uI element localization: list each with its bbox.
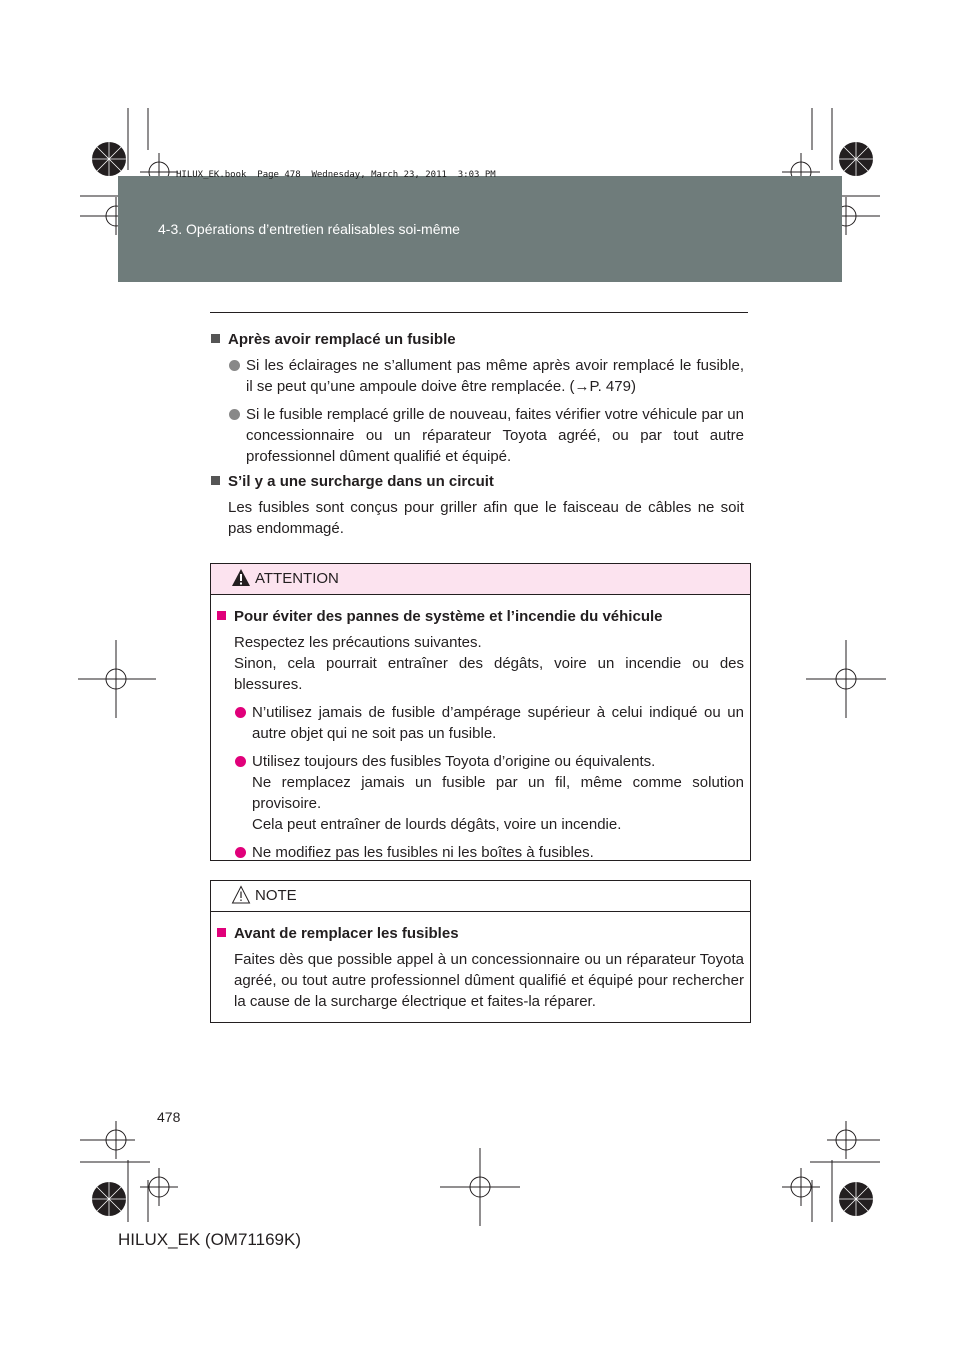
circle-bullet-icon <box>229 409 240 420</box>
circle-bullet-icon <box>235 707 246 718</box>
footer-model-code: HILUX_EK (OM71169K) <box>118 1230 301 1249</box>
main-content <box>210 329 744 539</box>
note-title: Avant de remplacer les fusibles <box>216 923 744 944</box>
attention-intro: Respectez les précautions suivantes. Sinon, cela pourrait entraîner des dégâts, voire un incendie ou des blessures. <box>234 634 744 693</box>
page-number: 478 <box>157 1109 181 1125</box>
attention-body <box>211 595 750 863</box>
section-title-overload: S’il y a une surcharge dans un circuit <box>210 471 744 492</box>
attention-title: Pour éviter des pannes de système et l’incendie du véhicule <box>216 606 744 627</box>
list-item: Utilisez toujours des fusibles Toyota d’origine ou équivalents. Ne remplacez jamais un fusible par un fil, même comme solution provisoire. Cela peut entraîner de lourds dégâts, voire un incendie. <box>234 751 744 835</box>
square-bullet-icon <box>211 334 220 343</box>
square-bullet-icon <box>217 928 226 937</box>
note-label: NOTE <box>255 887 297 904</box>
divider-rule <box>210 312 748 313</box>
warning-triangle-icon <box>231 568 251 588</box>
note-header <box>211 881 750 912</box>
circle-bullet-icon <box>229 360 240 371</box>
section-title-fuse-replaced: Après avoir remplacé un fusible <box>210 329 744 350</box>
list-item: Si les éclairages ne s’allument pas même après avoir remplacé le fusible, il se peut qu’une ampoule doive être remplacée. (→P. 479) <box>228 355 744 397</box>
circle-bullet-icon <box>235 847 246 858</box>
square-bullet-icon <box>211 476 220 485</box>
overload-text: Les fusibles sont conçus pour griller afin que le faisceau de câbles ne soit pas endommagé. <box>228 499 744 537</box>
note-body <box>211 912 750 1012</box>
attention-header <box>211 564 750 595</box>
list-item: Ne modifiez pas les fusibles ni les boîtes à fusibles. <box>234 842 744 863</box>
note-box <box>210 880 751 1023</box>
list-item: Si le fusible remplacé grille de nouveau, faites vérifier votre véhicule par un concessionnaire ou un réparateur Toyota agréé, ou par tout autre professionnel dûment qualifié et équipé. <box>228 404 744 467</box>
caution-triangle-icon <box>231 885 251 905</box>
list-item: N’utilisez jamais de fusible d’ampérage supérieur à celui indiqué ou un autre objet qui ne soit pas un fusible. <box>234 702 744 744</box>
attention-label: ATTENTION <box>255 570 339 587</box>
circle-bullet-icon <box>235 756 246 767</box>
attention-box <box>210 563 751 861</box>
book-stamp: HILUX_EK.book Page 478 Wednesday, March 23, 2011 3:03 PM <box>176 170 496 180</box>
section-header: 4-3. Opérations d’entretien réalisables soi-même <box>158 221 460 237</box>
square-bullet-icon <box>217 611 226 620</box>
note-text: Faites dès que possible appel à un concessionnaire ou un réparateur Toyota agréé, ou tout autre professionnel dûment qualifié et équipé pour rechercher la cause de la surcharge électrique et faites-la réparer. <box>234 951 744 1010</box>
